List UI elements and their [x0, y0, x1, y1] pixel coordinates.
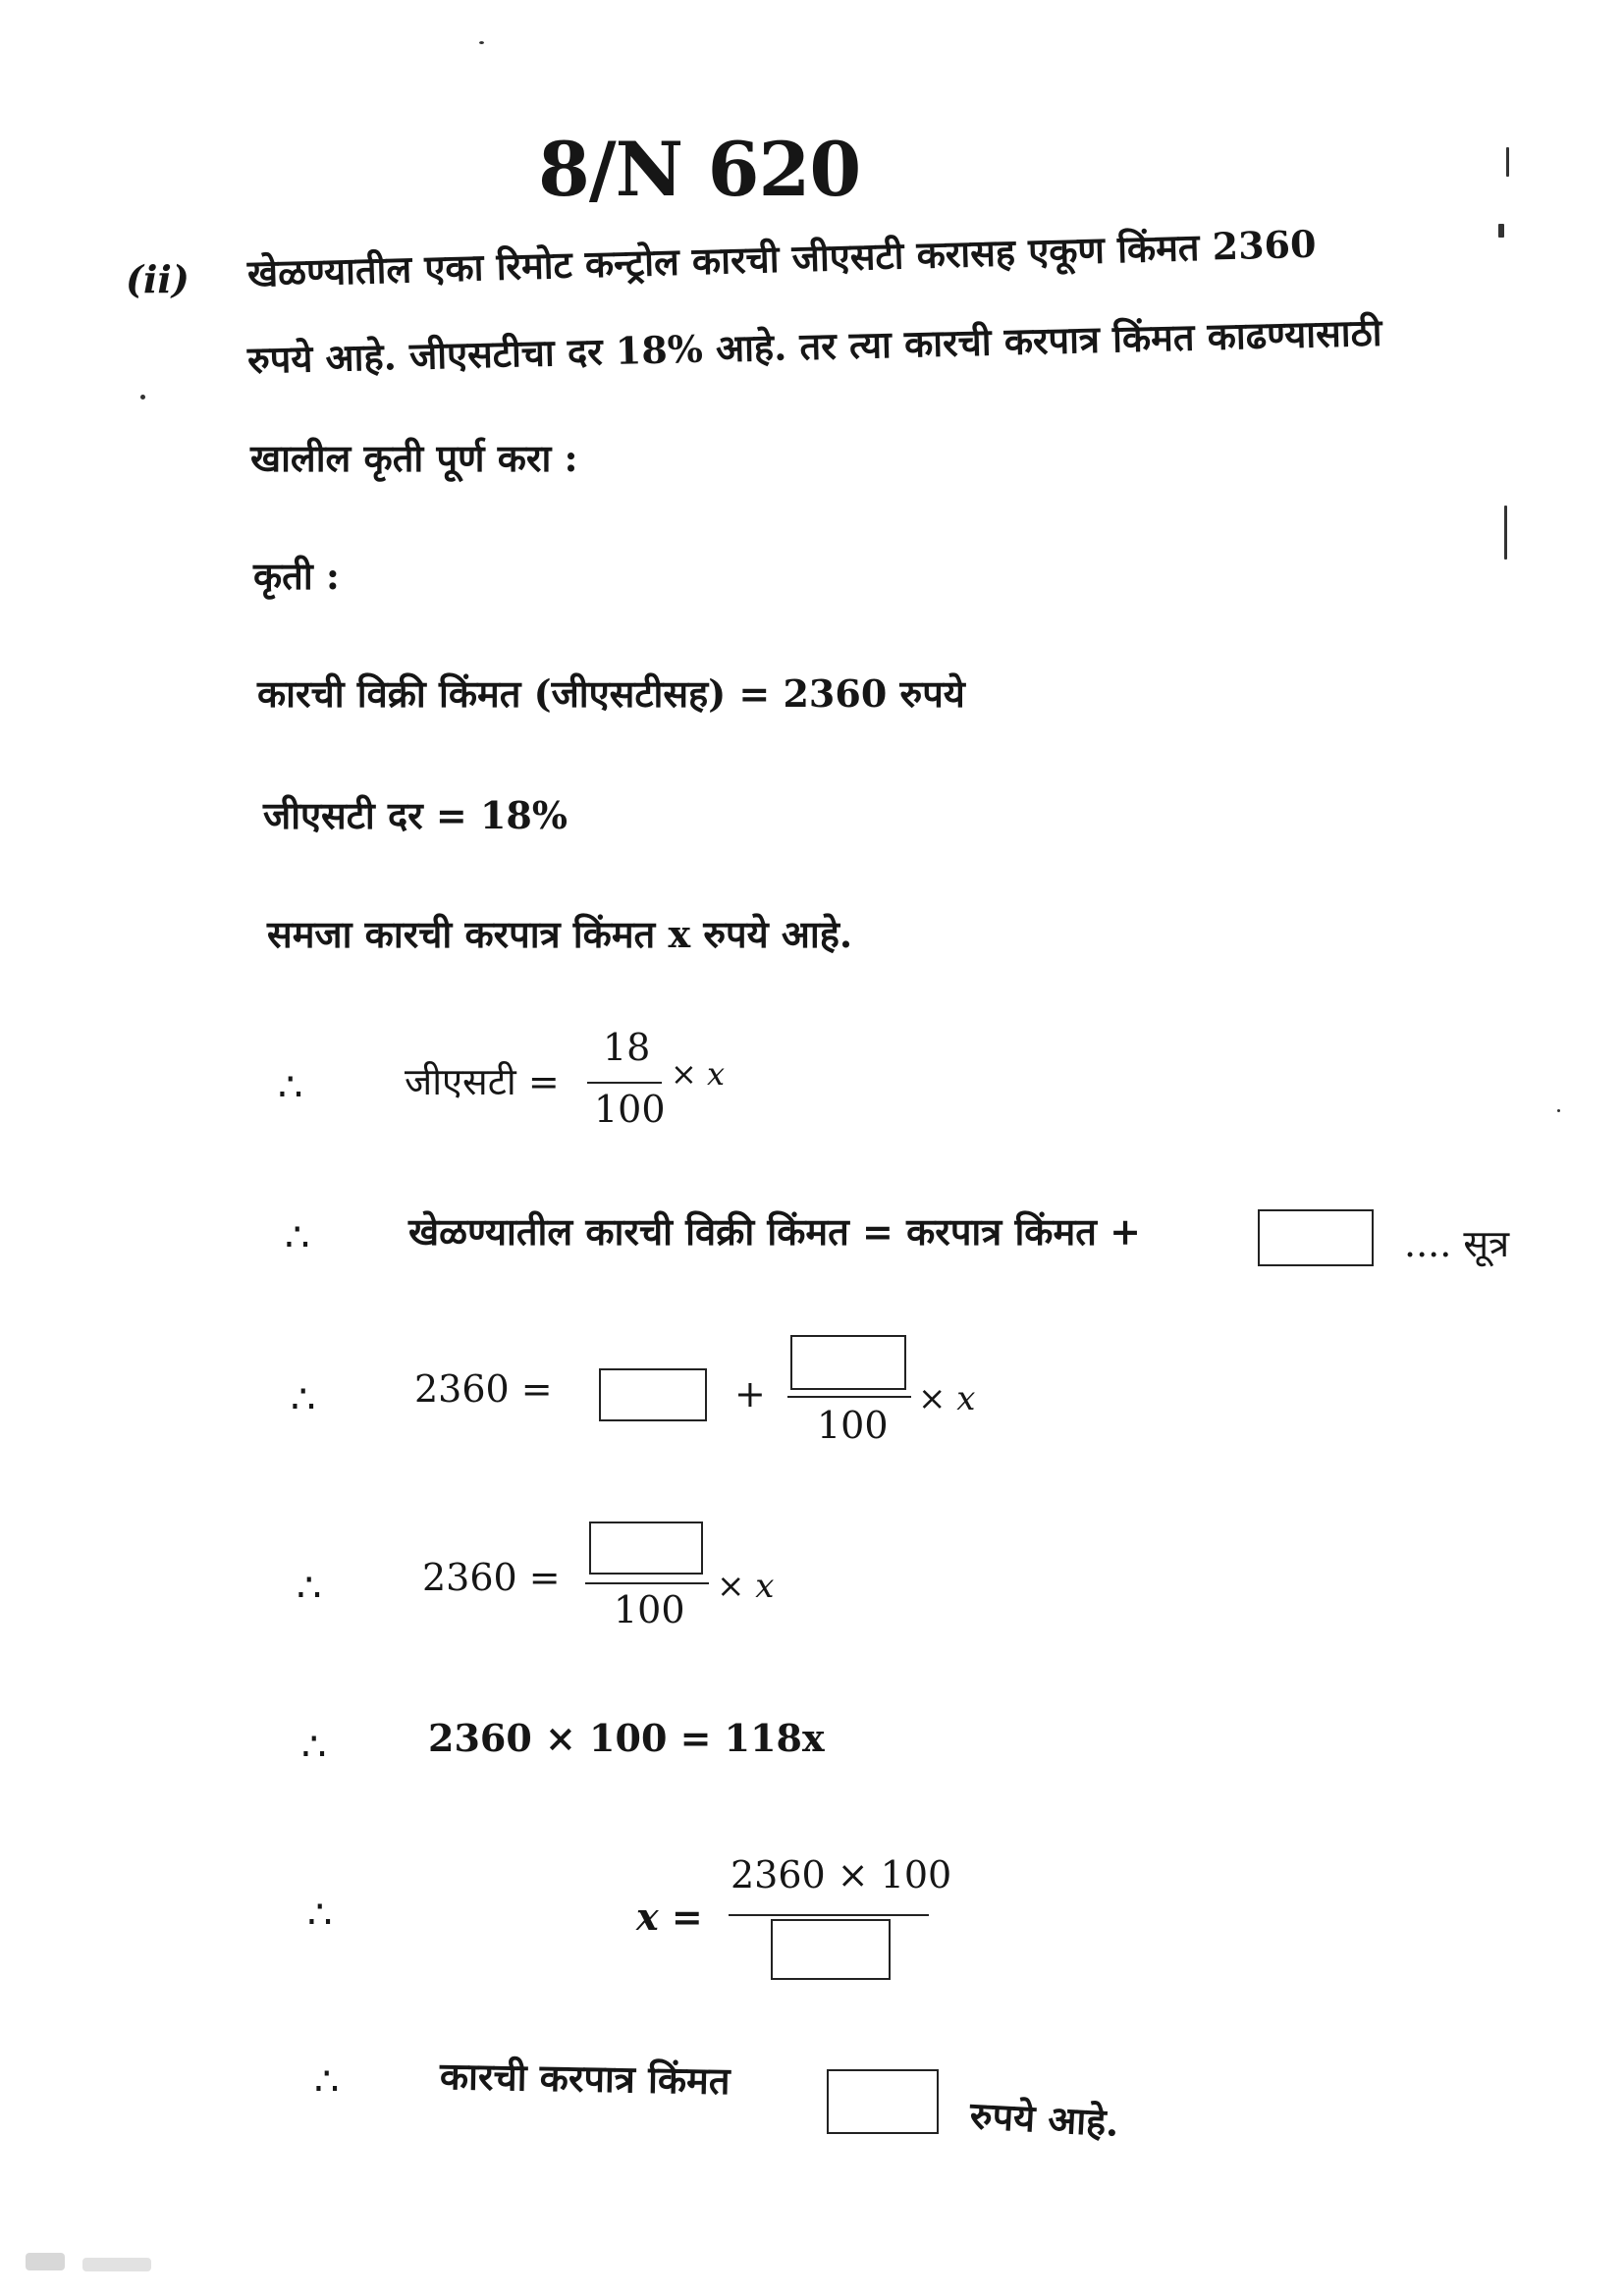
fraction-numerator: 2360 × 100 [731, 1853, 952, 1896]
equation-lhs: 2360 = [422, 1556, 561, 1599]
scan-speck [1506, 147, 1509, 177]
question-line-1: खेळण्यातील एका रिमोट कन्ट्रोल कारची जीएसटी करासह एकूण किंमत 2360 [246, 221, 1318, 295]
assumption-statement: समजा कारची करपात्र किंमत x रुपये आहे. [267, 912, 853, 956]
scan-speck [1498, 224, 1504, 238]
equation-x: x = [636, 1895, 703, 1939]
activity-label: कृती : [253, 554, 340, 598]
therefore-symbol: ∴ [307, 1893, 333, 1938]
final-unit: रुपये आहे. [968, 2093, 1120, 2145]
final-statement: कारची करपात्र किंमत [439, 2054, 731, 2104]
answer-box-gst[interactable] [1258, 1209, 1374, 1266]
question-line-2: रुपये आहे. जीएसटीचा दर 18% आहे. तर त्या कारची करपात्र किंमत काढण्यासाठी [246, 309, 1382, 382]
equation-lhs: 2360 = [414, 1367, 553, 1411]
scan-speck [1557, 1109, 1560, 1112]
scan-speck [140, 395, 145, 400]
fraction-bar [587, 1082, 662, 1084]
scan-speck [82, 2258, 151, 2271]
multiply-x: × x [717, 1567, 775, 1606]
equation-multiply: 2360 × 100 = 118x [428, 1716, 825, 1760]
page-code: 8/N 620 [538, 126, 861, 213]
fraction-bar [729, 1914, 929, 1916]
scan-speck [1504, 506, 1507, 560]
scan-speck [479, 41, 484, 44]
fraction-bar [787, 1396, 911, 1398]
therefore-symbol: ∴ [291, 1377, 316, 1422]
answer-box-taxable[interactable] [599, 1368, 707, 1421]
fraction-bar [585, 1582, 709, 1584]
gst-rate-statement: जीएसटी दर = 18% [263, 793, 568, 837]
multiply-x: × x [671, 1055, 726, 1093]
selling-price-statement: कारची विक्री किंमत (जीएसटीसह) = 2360 रुपये [257, 671, 965, 716]
therefore-symbol: ∴ [297, 1566, 322, 1611]
fraction-numerator: 18 [603, 1026, 651, 1069]
answer-box-combined[interactable] [589, 1522, 703, 1575]
answer-box-denominator[interactable] [771, 1919, 891, 1980]
therefore-symbol: ∴ [314, 2059, 340, 2105]
plus-sign: + [734, 1372, 766, 1415]
fraction-denominator: 100 [614, 1588, 685, 1631]
formula-statement: खेळण्यातील कारची विक्री किंमत = करपात्र किंमत + [408, 1209, 1141, 1254]
multiply-x: × x [918, 1379, 976, 1418]
question-number: (ii) [126, 257, 189, 301]
therefore-symbol: ∴ [301, 1725, 327, 1770]
question-line-3: खालील कृती पूर्ण करा : [250, 436, 578, 480]
fraction-denominator: 100 [594, 1088, 666, 1131]
answer-box-final[interactable] [827, 2069, 939, 2134]
answer-box-numerator[interactable] [790, 1335, 906, 1390]
scan-speck [26, 2253, 65, 2270]
therefore-symbol: ∴ [278, 1065, 303, 1110]
fraction-denominator: 100 [817, 1404, 889, 1447]
gst-label: जीएसटी = [405, 1060, 560, 1103]
formula-tag: .... सूत्र [1404, 1222, 1510, 1265]
therefore-symbol: ∴ [285, 1215, 310, 1260]
